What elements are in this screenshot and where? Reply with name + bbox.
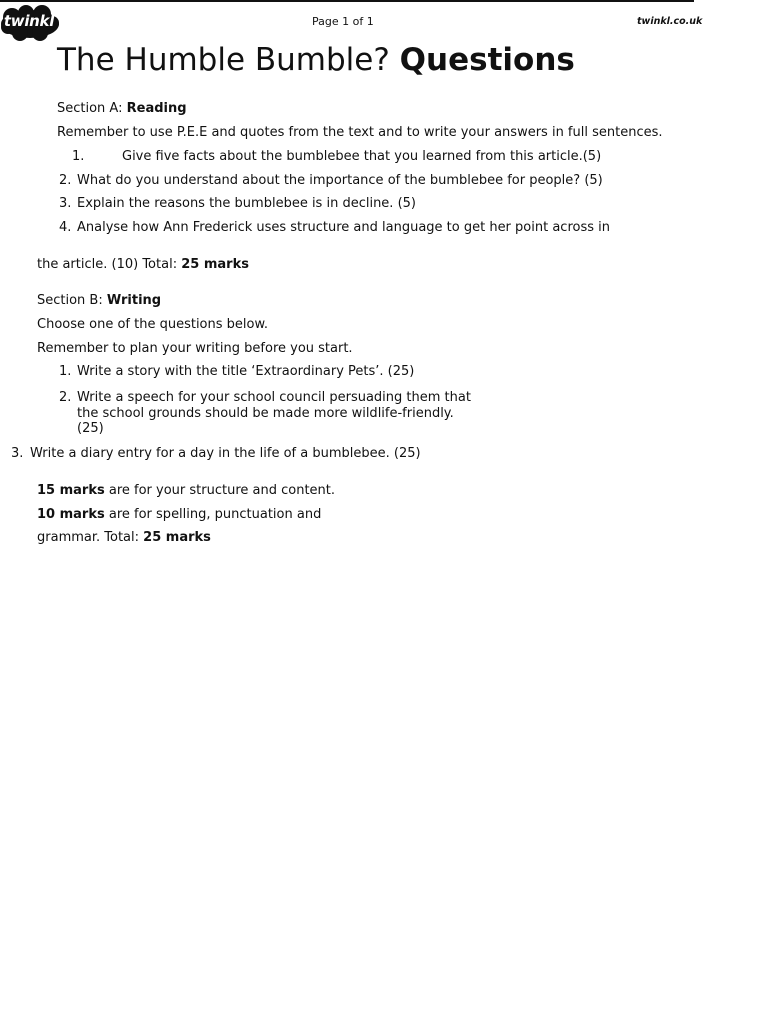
marks-structure-text: are for your structure and content.: [108, 483, 336, 498]
question-text: Write a story with the title ‘Extraordinary Pets’. (25): [77, 364, 415, 379]
question-text: What do you understand about the importance of the bumblebee for people? (5): [77, 173, 603, 188]
section-b-prefix: Section B:: [37, 293, 103, 308]
section-a-total: [37, 257, 249, 273]
section-a-instruction: Remember to use P.E.E and quotes from the text and to write your answers in full sentences.: [57, 125, 663, 140]
header-rule: [0, 0, 694, 2]
question-text-line-1: Write a speech for your school council persuading them that: [77, 390, 471, 405]
logo-text: twinkl: [3, 12, 55, 30]
question-number: 1.: [59, 364, 72, 379]
total-marks: 25 marks: [181, 257, 249, 272]
total-prefix: grammar. Total:: [37, 530, 140, 545]
page-title: [57, 42, 575, 78]
question-text: Analyse how Ann Frederick uses structure and language to get her point across in: [77, 220, 610, 235]
question-number: 2.: [59, 173, 72, 188]
section-a-title: Reading: [126, 101, 187, 116]
question-text: Write a diary entry for a day in the life of a bumblebee. (25): [30, 446, 421, 461]
question-text: Give five facts about the bumblebee that you learned from this article.(5): [122, 149, 602, 164]
total-marks: 25 marks: [143, 530, 211, 545]
question-number: 3.: [11, 446, 24, 461]
section-b-total: [37, 530, 211, 546]
title-regular: The Humble Bumble?: [57, 42, 390, 78]
list-item: [0, 149, 768, 165]
section-b-instruction-1: Choose one of the questions below.: [37, 317, 269, 332]
section-a-heading: [57, 101, 187, 117]
question-text-line-3: (25): [77, 421, 104, 436]
marks-spag-text: are for spelling, punctuation and: [108, 507, 322, 522]
list-item: [0, 364, 768, 380]
marks-structure-value: 15 marks: [37, 483, 105, 498]
page-indicator: Page 1 of 1: [312, 15, 374, 28]
question-number: 2.: [59, 390, 72, 405]
question-number: 4.: [59, 220, 72, 235]
question-text-line-2: the school grounds should be made more wildlife-friendly.: [77, 406, 454, 421]
marks-spag-value: 10 marks: [37, 507, 105, 522]
section-b-title: Writing: [106, 293, 162, 308]
list-item: [0, 446, 768, 462]
marks-structure: [37, 483, 335, 499]
question-number: 1.: [72, 149, 85, 164]
continuation-text: the article. (10) Total:: [37, 257, 178, 272]
marks-spag: [37, 507, 321, 523]
question-text: Explain the reasons the bumblebee is in decline. (5): [77, 196, 416, 211]
list-item: [0, 173, 768, 189]
twinkl-logo: [0, 5, 60, 43]
section-b-instruction-2: Remember to plan your writing before you start.: [37, 341, 353, 356]
question-number: 3.: [59, 196, 72, 211]
section-b-heading: [37, 293, 161, 309]
list-item: [0, 220, 768, 236]
list-item: [0, 390, 768, 438]
site-link[interactable]: twinkl.co.uk: [637, 16, 703, 27]
section-a-prefix: Section A:: [57, 101, 123, 116]
list-item: [0, 196, 768, 212]
title-bold: Questions: [399, 42, 575, 78]
